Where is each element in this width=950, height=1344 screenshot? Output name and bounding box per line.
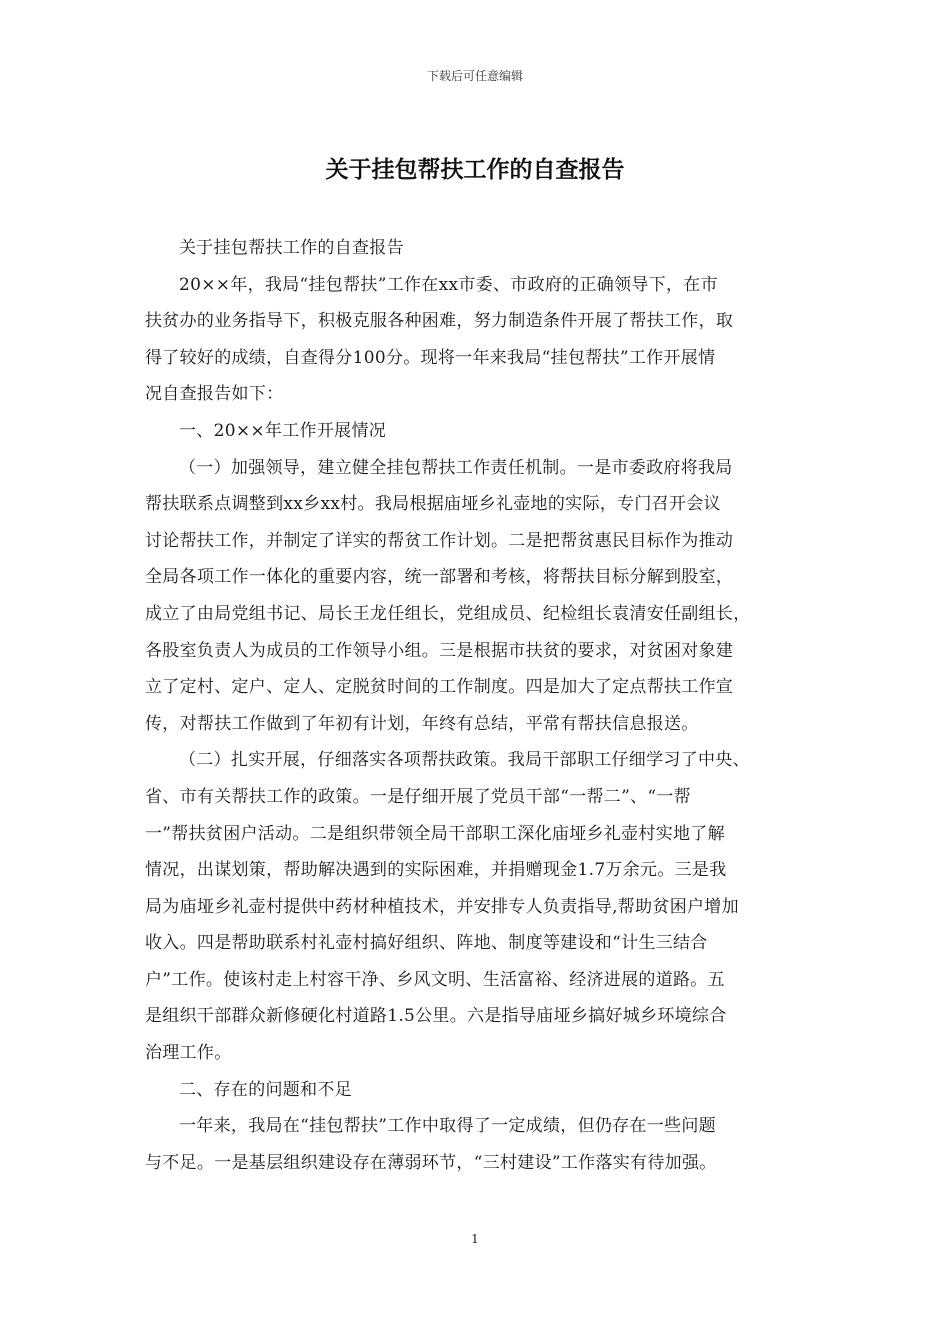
- paragraph-subtitle: 关于挂包帮扶工作的自查报告: [179, 238, 404, 258]
- paragraph-intro: 20××年，我局“挂包帮扶”工作在xx市委、市政府的正确领导下，在市 扶贫办的业务指导下，积极克服各种困难，努力制造条件开展了帮扶工作，取 得了较好的成绩，自查得分100分。现将一年来我局“挂包帮扶”工作开展情 况自查报告如下：: [145, 274, 734, 405]
- paragraph-leadership: （一）加强领导，建立健全挂包帮扶工作责任机制。一是市委政府将我局 帮扶联系点调整到xx乡xx村。我局根据庙垭乡礼壶地的实际，专门召开会议 讨论帮扶工作，并制定了详实的帮贫工作计划。二是把帮贫惠民目标作为推动 全局各项工作一体化的重要内容，统一部署和考核，将帮扶目标分解到股室， 成立了由局党组书记、局长王龙任组长，党组成员、纪检组长袁清安任副组长， 各股室负责人为成员的工作领导小组。三是根据市扶贫的要求，对贫困对象建 立了定村、定户、定人、定脱贫时间的工作制度。四是加大了定点帮扶工作宣 传，对帮扶工作做到了年初有计划，年终有总结，平常有帮扶信息报送。: [145, 457, 751, 734]
- section-heading-1: 一、20××年工作开展情况: [179, 420, 387, 441]
- document-body: [145, 230, 811, 1181]
- paragraph-problems: 一年来，我局在“挂包帮扶”工作中取得了一定成绩，但仍存在一些问题 与不足。一是基层组织建设存在薄弱环节，“三村建设”工作落实有待加强。: [145, 1116, 717, 1173]
- section-heading-2: 二、存在的问题和不足: [179, 1079, 352, 1100]
- document-title: 关于挂包帮扶工作的自查报告: [325, 156, 625, 183]
- header-note: 下载后可任意编辑: [426, 69, 523, 83]
- paragraph-policy: （二）扎实开展，仔细落实各项帮扶政策。我局干部职工仔细学习了中央、 省、市有关帮扶工作的政策。一是仔细开展了党员干部“一帮二”、“一帮 一”帮扶贫困户活动。二是组织带领全局干部职工深化庙垭乡礼壶村实地了解 情况，出谋划策，帮助解决遇到的实际困难，并捐赠现金1.7万余元。三是我 局为庙垭乡礼壶村提供中药材种植技术，并安排专人负责指导,帮助贫困户增加 收入。四是帮助联系村礼壶村搞好组织、阵地、制度等建设和“计生三结合 户”工作。使该村走上村容干净、乡风文明、生活富裕、经济进展的道路。五 是组织干部群众新修硬化村道路1.5公里。六是指导庙垭乡搞好城乡环境综合 治理工作。: [145, 750, 750, 1064]
- page-number: 1: [471, 1232, 479, 1246]
